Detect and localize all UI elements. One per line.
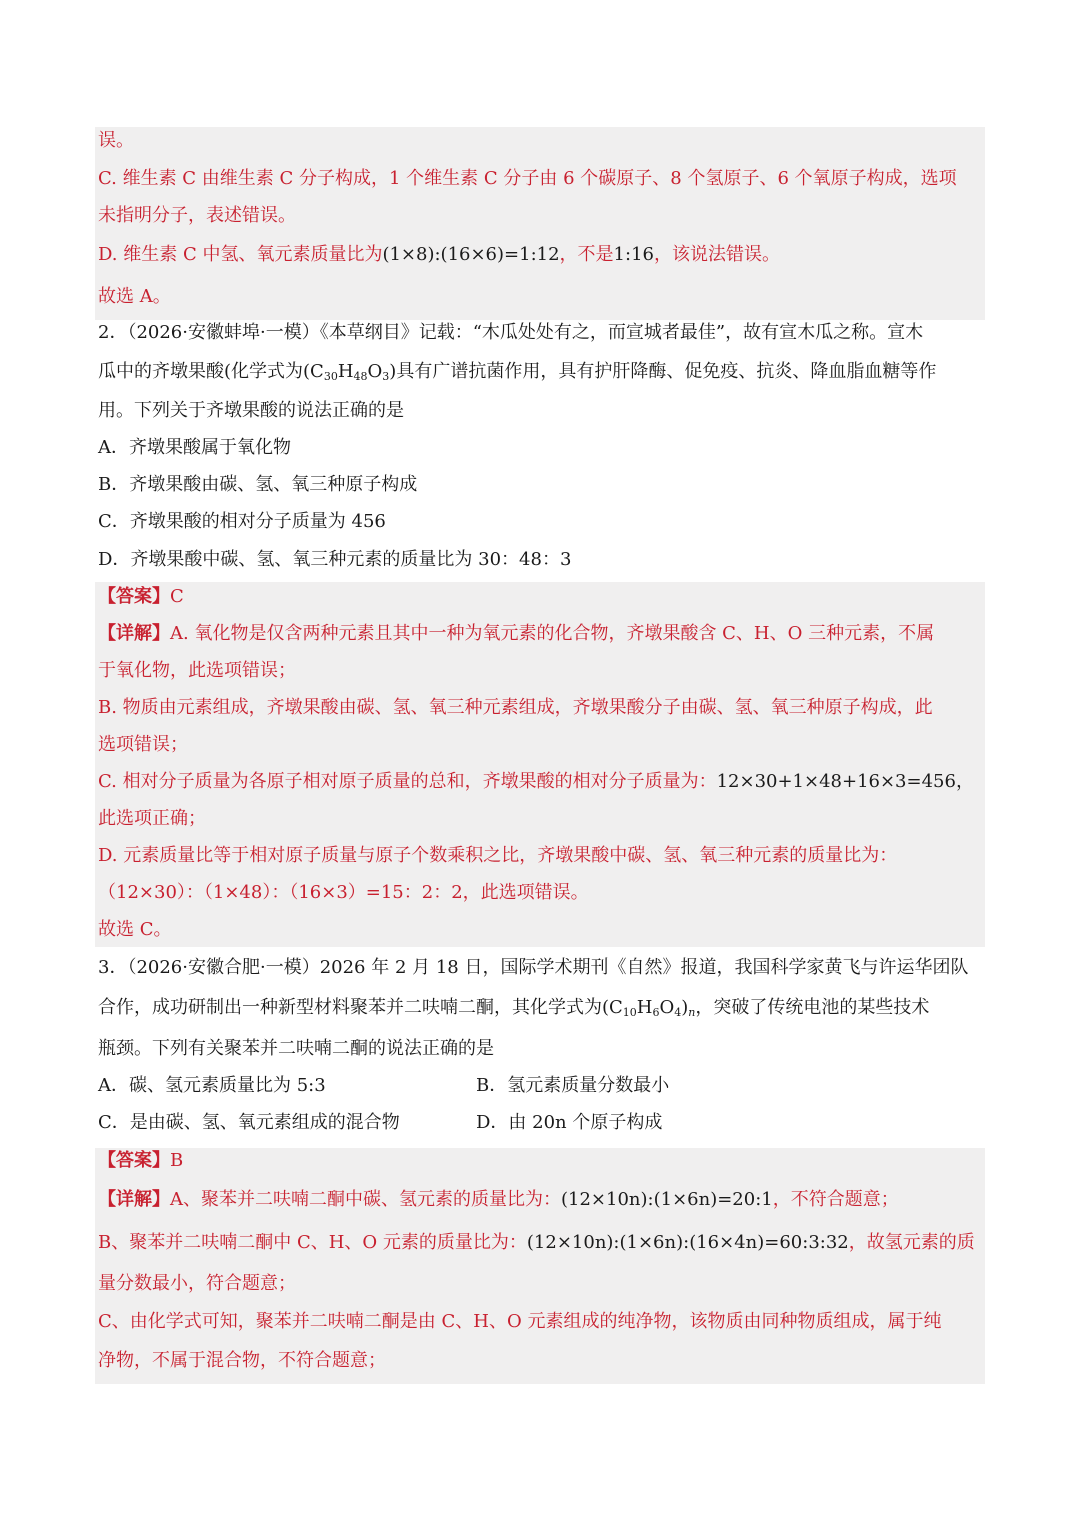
q2-formula-h: H	[337, 361, 354, 382]
q2-detail-a-line-2: 于氧化物，此选项错误；	[98, 660, 296, 681]
ans1-line-1: 误。	[98, 130, 134, 151]
q2-stem-line-3: 用。下列关于齐墩果酸的说法正确的是	[98, 400, 404, 421]
q3-detail-b-math: (12×10n):(1×6n):(16×4n)=60:3:32	[526, 1232, 849, 1253]
q3-sub-4: 4	[674, 1006, 682, 1019]
q3-detail-a-text: A、聚苯并二呋喃二酮中碳、氢元素的质量比为：	[170, 1189, 561, 1210]
q2-detail-c-comma: ，	[955, 771, 974, 792]
ans1-d-math: (1×8):(16×6)=1:12	[382, 244, 560, 265]
q3-detail-b-post: ，故氢元素的质	[848, 1232, 975, 1253]
q3-option-d: D．由 20n 个原子构成	[476, 1112, 663, 1133]
ans1-d-mid: ，不是	[559, 244, 614, 265]
q3-option-b: B．氢元素质量分数最小	[476, 1075, 670, 1096]
ans1-d-post: ，该说法错误。	[653, 244, 780, 265]
q2-option-a: A．齐墩果酸属于氧化物	[98, 437, 291, 458]
q2-detail-b-line-2: 选项错误；	[98, 734, 188, 755]
q3-sub-n: n	[688, 1006, 696, 1019]
q3-stem-text: 合作，成功研制出一种新型材料聚苯并二呋喃二酮，其化学式为	[98, 997, 602, 1018]
ans1-option-c-line-1: C. 维生素 C 由维生素 C 分子构成，1 个维生素 C 分子由 6 个碳原子、8 个氢原子、6 个氧原子构成，选项	[98, 168, 957, 189]
q2-detail-label: 【详解】	[98, 623, 170, 644]
q3-options-row-1	[98, 1071, 982, 1101]
q2-detail-a-text: A. 氧化物是仅含两种元素且其中一种为氧元素的化合物，齐墩果酸含 C、H、O 三种元素，不属	[170, 623, 935, 644]
q2-detail-c-math: 12×30+1×48+16×3=456	[716, 771, 956, 792]
q3-formula-c: (C	[602, 997, 623, 1018]
q3-detail-c-line-2: 净物，不属于混合物，不符合题意；	[98, 1350, 386, 1371]
q2-formula-c: (C	[303, 361, 324, 382]
q2-answer-label: 【答案】	[98, 586, 170, 607]
q3-answer-value: B	[170, 1150, 184, 1171]
q3-detail-a-post: ，不符合题意；	[772, 1189, 899, 1210]
q2-stem-line-1: 2．（2026·安徽蚌埠·一模）《本草纲目》记载：“木瓜处处有之，而宣城者最佳”，故有宣木瓜之称。宣木	[98, 322, 924, 343]
q2-sub-48: 48	[353, 370, 368, 383]
q2-option-c: C．齐墩果酸的相对分子质量为 456	[98, 511, 386, 532]
q3-sub-10: 10	[622, 1006, 637, 1019]
q2-option-d: D．齐墩果酸中碳、氢、氧三种元素的质量比为 30：48：3	[98, 549, 572, 570]
q3-formula	[602, 997, 695, 1018]
q2-final: 故选 C。	[98, 919, 172, 940]
q3-formula-close: )	[681, 997, 689, 1018]
q3-stem-rest: ，突破了传统电池的某些技术	[695, 997, 930, 1018]
q3-sub-6: 6	[652, 1006, 660, 1019]
q3-option-c: C．是由碳、氢、氧元素组成的混合物	[98, 1112, 400, 1133]
ans1-d-math2: 1:16	[613, 244, 654, 265]
q2-detail-c-line-2: 此选项正确；	[98, 808, 206, 829]
ans1-option-d	[98, 240, 982, 270]
q2-detail-d-line-1: D. 元素质量比等于相对原子质量与原子个数乘积之比，齐墩果酸中碳、氢、氧三种元素的质量比为：	[98, 845, 898, 866]
q2-answer-value: C	[170, 586, 184, 607]
q2-stem-rest: 具有广谱抗菌作用，具有护肝降酶、促免疫、抗炎、降血脂血糖等作	[396, 361, 937, 382]
q2-detail-a-line-1	[98, 619, 982, 649]
q3-options-row-2	[98, 1108, 982, 1138]
q2-formula-close: )	[389, 361, 397, 382]
q3-detail-label: 【详解】	[98, 1189, 170, 1210]
q3-option-a: A．碳、氢元素质量比为 5:3	[98, 1075, 326, 1096]
ans1-d-text: D. 维生素 C 中氢、氧元素质量比为	[98, 244, 383, 265]
q2-detail-d-line-2: （12×30）：（1×48）：（16×3）=15：2：2，此选项错误。	[98, 882, 589, 903]
q3-formula-o: O	[659, 997, 675, 1018]
ans1-final: 故选 A。	[98, 286, 171, 307]
q3-detail-b-line-2: 量分数最小，符合题意；	[98, 1273, 296, 1294]
q2-sub-30: 30	[323, 370, 338, 383]
q3-answer-label: 【答案】	[98, 1150, 170, 1171]
q2-stem-line-2	[98, 357, 982, 387]
q3-detail-c-line-1: C、由化学式可知，聚苯并二呋喃二酮是由 C、H、O 元素组成的纯净物，该物质由同种物质组成，属于纯	[98, 1311, 942, 1332]
ans1-option-c-line-2: 未指明分子，表述错误。	[98, 205, 296, 226]
q2-option-b: B．齐墩果酸由碳、氢、氧三种原子构成	[98, 474, 418, 495]
q3-detail-a	[98, 1185, 982, 1215]
q3-detail-a-math: (12×10n):(1×6n)=20:1	[561, 1189, 773, 1210]
q2-detail-c-line-1	[98, 767, 982, 797]
q2-sub-3: 3	[382, 370, 390, 383]
q3-stem-line-3: 瓶颈。下列有关聚苯并二呋喃二酮的说法正确的是	[98, 1038, 494, 1059]
q2-formula	[303, 361, 396, 382]
q2-stem-text: 瓜中的齐墩果酸(化学式为	[98, 361, 304, 382]
q2-detail-b-line-1: B. 物质由元素组成，齐墩果酸由碳、氢、氧三种元素组成，齐墩果酸分子由碳、氢、氧三种原子构成，此	[98, 697, 933, 718]
q3-answer	[98, 1146, 982, 1176]
q2-detail-c-text: C. 相对分子质量为各原子相对原子质量的总和，齐墩果酸的相对分子质量为：	[98, 771, 717, 792]
q3-stem-line-1: 3．（2026·安徽合肥·一模）2026 年 2 月 18 日，国际学术期刊《自然》报道，我国科学家黄飞与许运华团队	[98, 957, 969, 978]
q3-stem-line-2	[98, 993, 982, 1023]
q2-formula-o: O	[367, 361, 383, 382]
q3-detail-b-line-1	[98, 1228, 982, 1258]
q3-detail-b-text: B、聚苯并二呋喃二酮中 C、H、O 元素的质量比为：	[98, 1232, 527, 1253]
q3-formula-h: H	[636, 997, 653, 1018]
q2-answer	[98, 582, 982, 612]
